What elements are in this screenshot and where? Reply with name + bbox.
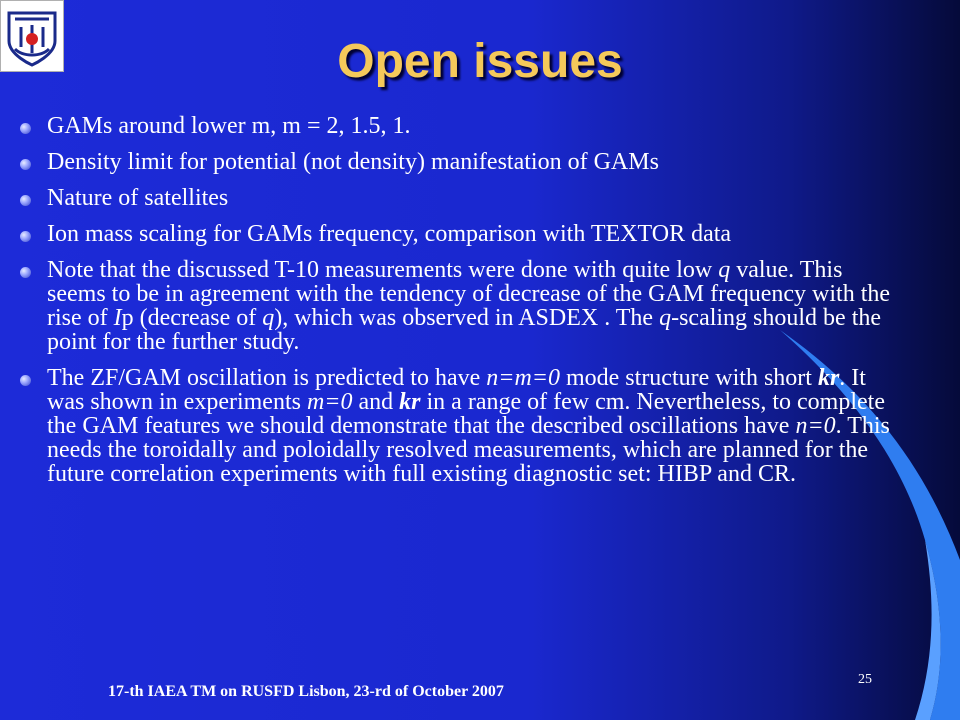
bullet-item xyxy=(20,258,900,354)
bullet-icon xyxy=(20,123,31,134)
text-run-italic: n=0 xyxy=(795,413,836,439)
text-run: Note that the discussed T-10 measurements were done with quite low xyxy=(47,257,719,283)
text-run: . It was shown in experiments xyxy=(47,365,866,415)
text-run: mode structure with short xyxy=(559,365,818,391)
bullet-text xyxy=(47,257,890,355)
bullet-item xyxy=(20,222,900,246)
page-number: 25 xyxy=(858,672,872,687)
slide-footer: 17-th IAEA TM on RUSFD Lisbon, 23-rd of October 2007 xyxy=(108,683,504,700)
text-run: p (decrease of xyxy=(121,305,263,331)
text-run-italic: n=m=0 xyxy=(486,365,560,391)
bullet-item xyxy=(20,114,900,138)
text-run-italic: q xyxy=(659,305,672,331)
bullet-text: Nature of satellites xyxy=(47,185,229,211)
bullet-item xyxy=(20,186,900,210)
bullet-icon xyxy=(20,195,31,206)
bullet-text: Ion mass scaling for GAMs frequency, comparison with TEXTOR data xyxy=(47,221,732,247)
text-run-bold-italic: kr xyxy=(817,365,840,391)
text-run-italic: m=0 xyxy=(306,389,353,415)
bullet-icon xyxy=(20,375,31,386)
bullet-text: GAMs around lower m, m = 2, 1.5, 1. xyxy=(47,113,411,139)
bullet-text: Density limit for potential (not density) manifestation of GAMs xyxy=(47,149,659,175)
text-run: ), which was observed in ASDEX . The xyxy=(274,305,660,331)
bullet-icon xyxy=(20,231,31,242)
text-run-italic: q xyxy=(718,257,731,283)
text-run: The ZF/GAM oscillation is predicted to have xyxy=(47,365,487,391)
text-run-italic: q xyxy=(262,305,275,331)
bullet-item xyxy=(20,150,900,174)
text-run: and xyxy=(352,389,400,415)
bullet-icon xyxy=(20,267,31,278)
bullet-text xyxy=(47,365,890,487)
bullet-item xyxy=(20,366,900,486)
text-run: -scaling should be the point for the further study. xyxy=(47,305,882,355)
text-run: in a range of few cm. Nevertheless, to complete the GAM features we should demonstrate that the described oscillations have xyxy=(47,389,885,439)
text-run-italic: I xyxy=(113,305,122,331)
bullet-icon xyxy=(20,159,31,170)
bullet-list xyxy=(20,114,900,498)
text-run-bold-italic: kr xyxy=(399,389,421,415)
text-run: value. This seems to be in agreement with the tendency of decrease of the GAM frequency with the rise of xyxy=(47,257,891,331)
slide-title: Open issues xyxy=(337,35,623,88)
text-run: . This needs the toroidally and poloidally resolved measurements, which are planned for the future correlation experiments with full existing diagnostic set: HIBP and CR. xyxy=(47,413,890,487)
